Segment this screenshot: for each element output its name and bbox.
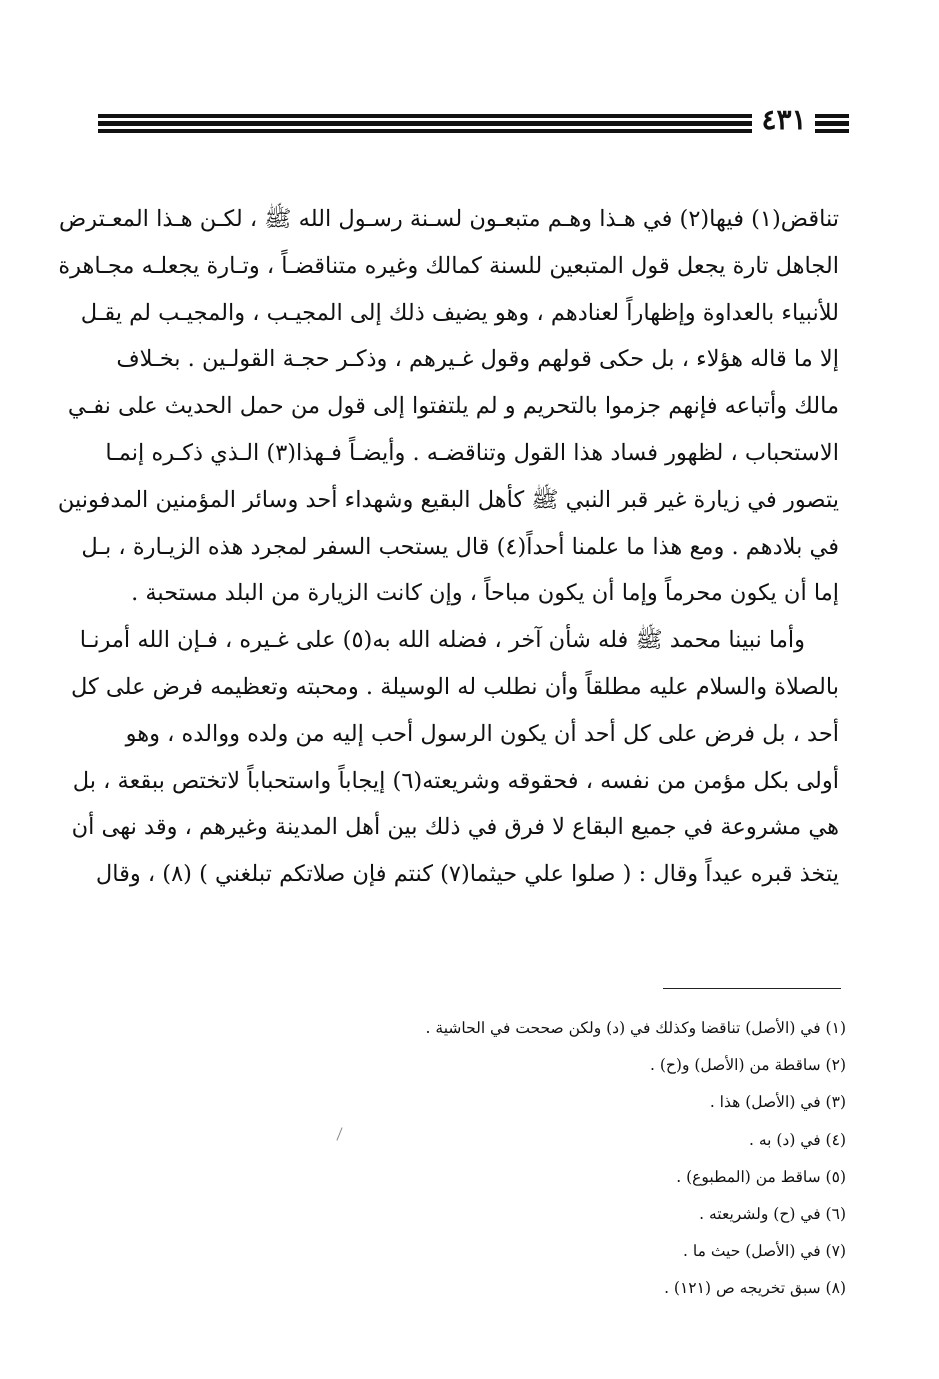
header-rule-line — [815, 121, 849, 126]
header-rule-line — [98, 129, 752, 133]
header-rule-line — [98, 121, 752, 126]
footnote: (٤) في (د) به . — [748, 1130, 846, 1149]
text-line: وأما نبينا محمد ﷺ فله شأن آخر ، فضله الله به(٥) على غـيره ، فـإن الله أمرنـا — [79, 627, 805, 654]
footnote: (٢) ساقطة من (الأصل) و(ح) . — [650, 1056, 846, 1075]
text-line: أحد ، بل فرض على كل أحد أن يكون الرسول أحب إليه من ولده ووالده ، وهو — [125, 720, 839, 747]
page-number: ٤٣١ — [761, 103, 807, 136]
footnotes — [386, 1010, 846, 1308]
header-rule-right — [815, 114, 849, 134]
text-line: الاستحباب ، لظهور فساد هذا القول وتناقضـه . وأيضـاً فـهذا(٣) الـذي ذكـره إنمـا — [105, 439, 839, 466]
footnote: (١) في (الأصل) تناقضا وكذلك في (د) ولكن صححت في الحاشية . — [425, 1019, 846, 1037]
page-header — [98, 104, 849, 136]
text-line: تناقض(١) فيها(٢) في هـذا وهـم متبعـون لسـنة رسـول الله ﷺ ، لكـن هـذا المعـترض — [58, 206, 839, 232]
scan-mark — [336, 1127, 342, 1140]
header-rule-line — [98, 114, 752, 118]
text-line: للأنبياء بالعداوة وإظهاراً لعنادهم ، وهو يضيف ذلك إلى المجيـب ، والمجيـب لم يقـل — [80, 299, 839, 326]
text-line: يتصور في زيارة غير قبر النبي ﷺ كأهل البقيع وشهداء أحد وسائر المؤمنين المدفونين — [57, 486, 839, 513]
footnote: (٦) في (ح) ولشريعته . — [699, 1205, 846, 1224]
text-line: في بلادهم . ومع هذا ما علمنا أحداً(٤) قال يستحب السفر لمجرد هذه الزيـارة ، بـل — [81, 533, 839, 560]
text-line: إلا ما قاله هؤلاء ، بل حكى قولهم وقول غـيرهم ، وذكـر حجـة القولـين . بخـلاف — [116, 346, 839, 373]
footnote-separator — [663, 988, 841, 989]
header-rule-left — [98, 114, 752, 134]
text-line: مالك وأتباعه فإنهم جزموا بالتحريم و لم يلتفتوا إلى قول من حمل الحديث على نفـي — [67, 393, 839, 420]
text-line: أولى بكل مؤمن من نفسه ، فحقوقه وشريعته(٦) إيجاباً واستحباباً لاتختص ببقعة ، بل — [72, 767, 839, 794]
text-line: الجاهل تارة يجعل قول المتبعين للسنة كمالك وغيره متناقضـاً ، وتـارة يجعلـه مجـاهرة — [58, 252, 839, 279]
text-line: يتخذ قبره عيداً وقال : ( صلوا علي حيثما(٧) كنتم فإن صلاتكم تبلغني ) (٨) ، وقال — [95, 861, 839, 888]
text-line: هي مشروعة في جميع البقاع لا فرق في ذلك بين أهل المدينة وغيرهم ، وقد نهى أن — [71, 814, 839, 841]
text-line: إما أن يكون محرماً وإما أن يكون مباحاً ، وإن كانت الزيارة من البلد مستحبة . — [131, 580, 839, 607]
footnote: (٣) في (الأصل) هذا . — [709, 1093, 846, 1112]
footnote: (٧) في (الأصل) حيث ما . — [683, 1242, 846, 1261]
footnote: (٥) ساقط من (المطبوع) . — [676, 1167, 846, 1186]
body-text — [57, 196, 839, 898]
header-rule-line — [815, 114, 849, 118]
footnote: (٨) سبق تخريجه ص (١٢١) . — [664, 1279, 846, 1298]
text-line: بالصلاة والسلام عليه مطلقاً وأن نطلب له الوسيلة . ومحبته وتعظيمه فرض على كل — [71, 673, 839, 700]
header-rule-line — [815, 129, 849, 133]
